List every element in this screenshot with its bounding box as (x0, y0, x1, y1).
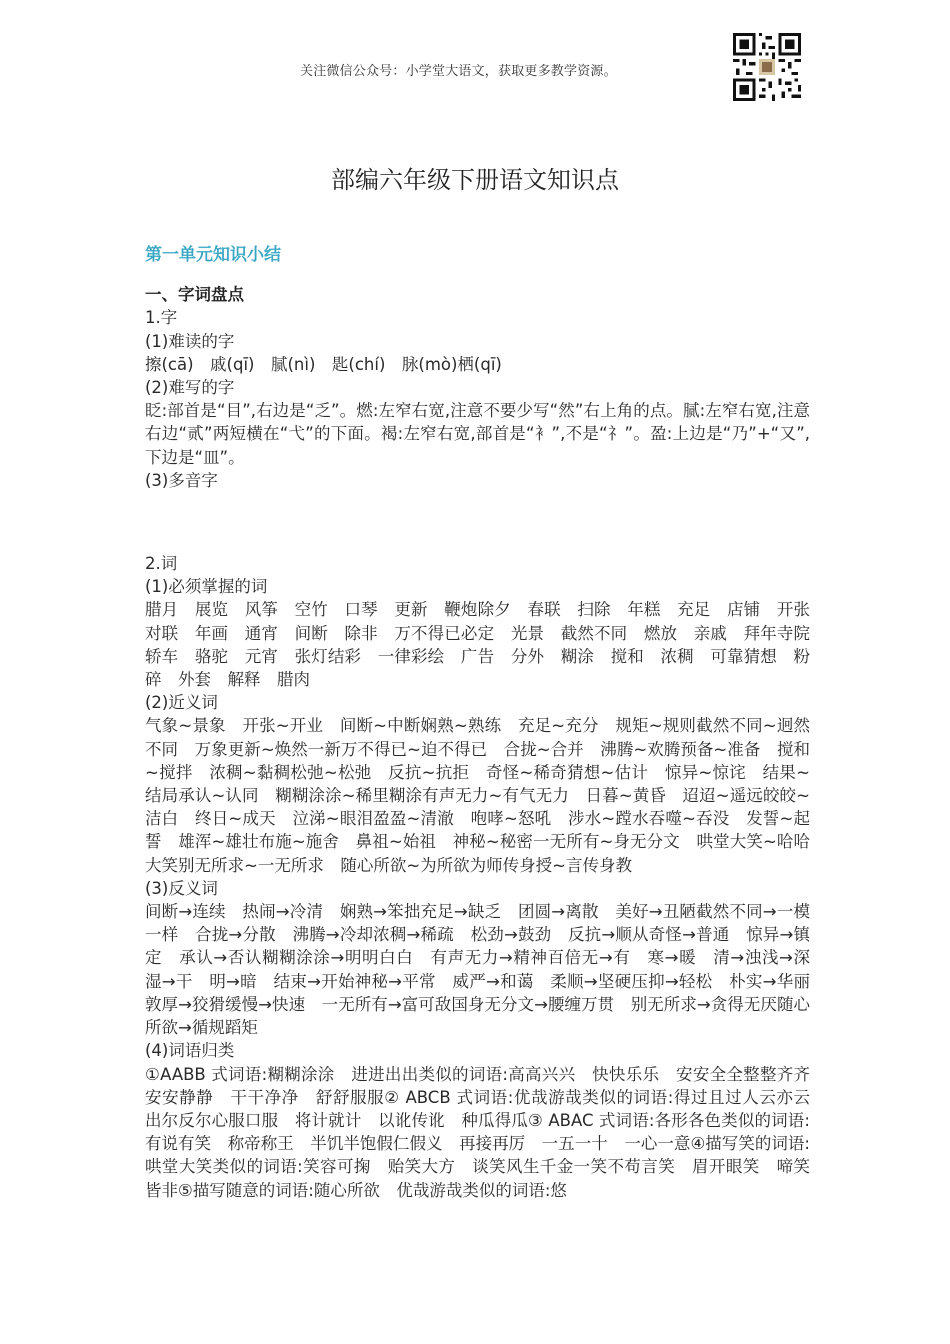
paragraph: 擦(cā) 戚(qī) 腻(nì) 匙(chí) 脉(mò)栖(qī) (145, 354, 502, 374)
subsection-heading: 1.字 (145, 308, 178, 328)
spacer (145, 492, 810, 552)
paragraph: 间断→连续 热闹→冷清 娴熟→笨拙充足→缺乏 团圆→离散 美好→丑陋截然不同→一模一样 合拢→分散 沸腾→冷却浓稠→稀疏 松劲→鼓劲 反抗→顺从奇怪→普通 惊异→镇定 承认→否认糊糊涂涂→明明白白 有声无力→精神百倍无→有 寒→暖 清→浊浅→深 湿→干 明→暗 结束→开始神秘→平常 威严→和蔼 柔顺→坚硬压抑→轻松 朴实→华丽 敦厚→狡猾缓慢→快速 一无所有→富可敌国身无分文→腰缠万贯 别无所求→贪得无厌随心所欲→循规蹈矩 (145, 902, 827, 1038)
paragraph: 眨:部首是“目”,右边是“乏”。燃:左窄右宽,注意不要少写“然”右上角的点。腻:左窄右宽,注意右边“贰”两短横在“弋”的下面。褐:左窄右宽,部首是“衤”,不是“礻”。盈:上边是“乃”+“又”,下边是“皿”。 (145, 401, 810, 467)
spacer (145, 267, 810, 283)
subsection-heading: (2)近义词 (145, 693, 218, 713)
unit-title: 第一单元知识小结 (145, 245, 281, 265)
paragraph: 气象~景象 开张~开业 间断~中断娴熟~熟练 充足~充分 规矩~规则截然不同~迥然不同 万象更新~焕然一新万不得已~迫不得已 合拢~合并 沸腾~欢腾预备~准备 搅和~搅拌 浓稠~黏稠松弛~松弛 反抗~抗拒 奇怪~稀奇猜想~估计 惊异~惊诧 结果~结局承认~认同 糊糊涂涂~稀里糊涂有声无力~有气无力 日暮~黄昏 迢迢~遥远皎皎~洁白 终日~成天 泣涕~眼泪盈盈~清澈 咆哮~怒吼 涉水~蹚水吞噬~吞没 发誓~起誓 雄浑~雄壮布施~施舍 鼻祖~始祖 神秘~秘密一无所有~身无分文 哄堂大笑~哈哈大笑别无所求~一无所求 随心所欲~为所欲为师传身授~言传身教 (145, 716, 810, 875)
subsection-heading: (3)反义词 (145, 878, 218, 898)
subsection-heading: (3)多音字 (145, 470, 218, 490)
header-note: 关注微信公众号：小学堂大语文，获取更多教学资源。 (300, 64, 617, 79)
document-body (145, 244, 827, 1202)
qr-code-icon (733, 33, 801, 101)
subsection-heading: (2)难写的字 (145, 378, 235, 398)
section-heading: 一、字词盘点 (145, 285, 244, 305)
page-title: 部编六年级下册语文知识点 (331, 166, 619, 194)
subsection-heading: (1)难读的字 (145, 331, 235, 351)
subsection-heading: (4)词语归类 (145, 1041, 235, 1061)
subsection-heading: 2.词 (145, 554, 178, 574)
subsection-heading: (1)必须掌握的词 (145, 577, 268, 597)
paragraph: 腊月 展览 风筝 空竹 口琴 更新 鞭炮除夕 春联 扫除 年糕 充足 店铺 开张对联 年画 通宵 间断 除非 万不得已必定 光景 截然不同 燃放 亲戚 拜年寺院 轿车 骆驼 元宵 张灯结彩 一律彩绘 广告 分外 糊涂 搅和 浓稠 可靠猜想 粉碎 外套 解释 腊肉 (145, 600, 827, 690)
paragraph: ①AABB 式词语:糊糊涂涂 进进出出类似的词语:高高兴兴 快快乐乐 安安全全整整齐齐 安安静静 干干净净 舒舒服服② ABCB 式词语:优哉游哉类似的词语:得过且过人云亦云 出尔反尔心服口服 将计就计 以讹传讹 种瓜得瓜③ ABAC 式词语:各形各色类似的词语:有说有笑 称帝称王 半饥半饱假仁假义 再接再厉 一五一十 一心一意④描写笑的词语:哄堂大笑类似的词语:笑容可掬 贻笑大方 谈笑风生千金一笑不苟言笑 眉开眼笑 啼笑皆非⑤描写随意的词语:随心所欲 优哉游哉类似的词语:悠 (145, 1064, 827, 1200)
